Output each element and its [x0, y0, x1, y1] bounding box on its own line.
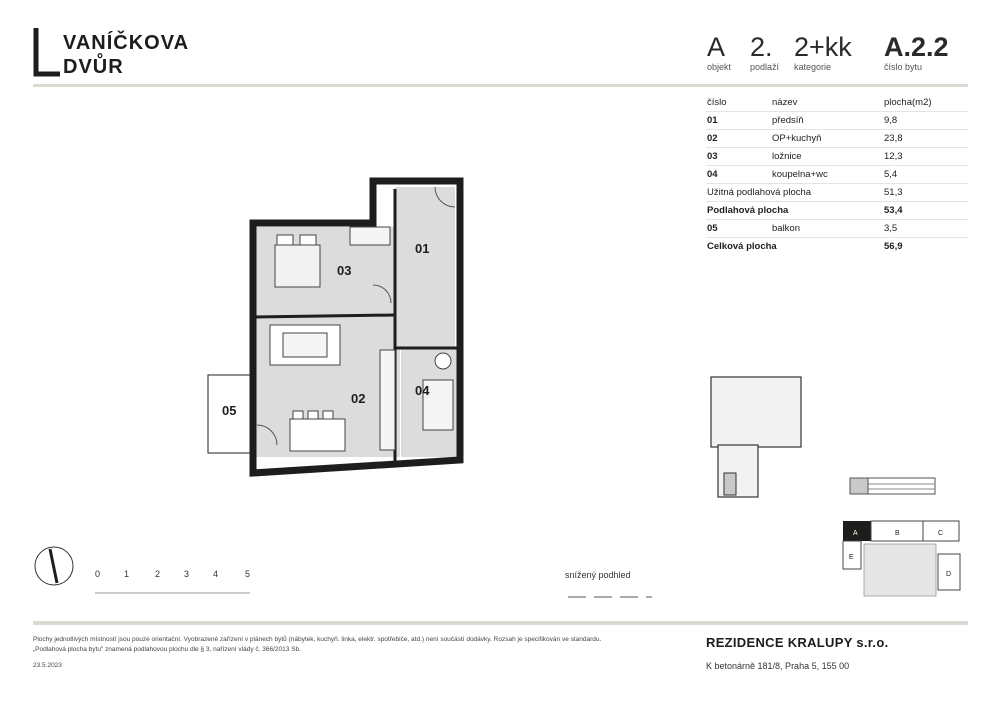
- row-plocha: 5,4: [884, 169, 898, 180]
- apartment-highlight: [724, 473, 736, 495]
- block-a-label: A: [853, 530, 858, 537]
- footer-note-line-2: „Podlahová plocha bytu" znamená podlahovou plochu dle § 3, nařízení vlády č. 366/2013 Sb.: [33, 646, 301, 653]
- header-plocha: plocha(m2): [884, 97, 932, 108]
- footer-note-line-1: Plochy jednotlivých místností jsou pouze orientační. Vyobrazené zařízení v plánech bytů (nábytek, kuchyň. linka, elektr. spotřebiče, atd.) není součástí dodávky. Rozsah je specifikován ve standardu.: [33, 636, 602, 643]
- table-row: [706, 148, 968, 166]
- courtyard: [864, 544, 936, 596]
- block-b-label: B: [895, 530, 900, 537]
- row-cislo: 04: [707, 169, 718, 180]
- row-plocha: 9,8: [884, 115, 898, 126]
- table-row-podlahova: [706, 202, 968, 220]
- table-row-celkova: [706, 238, 968, 255]
- header-cislo: číslo: [707, 97, 727, 108]
- company-address: K betonárně 181/8, Praha 5, 155 00: [706, 661, 850, 671]
- row-nazev: ložnice: [772, 151, 802, 162]
- legend-label: snížený podhled: [565, 570, 631, 580]
- north-arrow-icon: [33, 545, 77, 589]
- footer-divider: [33, 621, 968, 625]
- logo-line-1: VANÍČKOVA: [63, 32, 190, 54]
- brand-logo: [33, 25, 193, 77]
- balkon-nazev: balkon: [772, 223, 800, 234]
- header-divider: [33, 84, 968, 87]
- scale-mark: 5: [245, 569, 251, 579]
- row-nazev: koupelna+wc: [772, 169, 828, 180]
- objekt-label: objekt: [707, 62, 732, 72]
- room-03-label: 03: [337, 263, 352, 278]
- block-c-label: C: [938, 530, 944, 537]
- row-plocha: 12,3: [884, 151, 903, 162]
- building-key-plan: [706, 375, 806, 500]
- room-02-label: 02: [351, 391, 366, 406]
- scale-mark: 4: [213, 569, 219, 579]
- wardrobe: [350, 227, 390, 245]
- kategorie-label: kategorie: [794, 62, 832, 72]
- table-header-row: [706, 94, 968, 112]
- objekt-value: A: [707, 32, 726, 62]
- row-nazev: OP+kuchyň: [772, 133, 822, 144]
- footer-note: [33, 635, 623, 655]
- site-map-drawing: [842, 518, 968, 608]
- sofa-seat: [283, 333, 327, 357]
- byt-value: A.2.2: [884, 32, 949, 62]
- chair: [323, 411, 333, 419]
- byt-label: číslo bytu: [884, 62, 923, 72]
- balkon-cislo: 05: [707, 223, 718, 234]
- room-05-label: 05: [222, 403, 237, 418]
- row-cislo: 02: [707, 133, 718, 144]
- building-key-plan-drawing: [706, 375, 806, 500]
- company-name: REZIDENCE KRALUPY s.r.o.: [706, 635, 889, 650]
- block-d-label: D: [946, 571, 952, 578]
- row-nazev: předsíň: [772, 115, 804, 126]
- kategorie-value: 2+kk: [794, 32, 852, 62]
- kitchen-counter: [380, 350, 395, 450]
- logo-line-2: DVŮR: [63, 56, 124, 78]
- row-plocha: 23,8: [884, 133, 903, 144]
- floor-plan: [205, 175, 475, 485]
- footer-date: 23.5.2023: [33, 662, 62, 669]
- legend-dashed-line: [568, 585, 652, 587]
- row-cislo: 01: [707, 115, 718, 126]
- podlahova-value: 53,4: [884, 205, 903, 216]
- uzitna-value: 51,3: [884, 187, 903, 198]
- row-cislo: 03: [707, 151, 718, 162]
- table-row-balkon: [706, 220, 968, 238]
- site-map: [842, 518, 968, 608]
- dining-table: [290, 419, 345, 451]
- room-01-floor: [395, 187, 455, 347]
- pillow: [300, 235, 316, 245]
- podlazi-label: podlaží: [750, 62, 780, 72]
- scale-mark: 3: [184, 569, 190, 579]
- wall-03-02: [253, 315, 395, 317]
- scale-mark: 1: [124, 569, 130, 579]
- block-e-label: E: [849, 554, 854, 561]
- header-nazev: název: [772, 97, 798, 108]
- chair: [308, 411, 318, 419]
- logo-bracket-icon: [33, 25, 63, 77]
- scale-bar: [95, 582, 255, 586]
- room-04-label: 04: [415, 383, 430, 398]
- podlahova-label: Podlahová plocha: [707, 205, 789, 216]
- celkova-label: Celková plocha: [707, 241, 777, 252]
- pillow: [277, 235, 293, 245]
- scale-mark: 0: [95, 569, 101, 579]
- balkon-plocha: 3,5: [884, 223, 898, 234]
- bed: [275, 245, 320, 287]
- table-row: [706, 130, 968, 148]
- uzitna-label: Užitná podlahová plocha: [707, 187, 812, 198]
- table-row: [706, 166, 968, 184]
- floor-plan-drawing: [205, 175, 475, 485]
- table-row: [706, 112, 968, 130]
- room-table: [706, 94, 968, 255]
- section-sketch: [845, 470, 940, 498]
- scale-mark: 2: [155, 569, 161, 579]
- chair: [293, 411, 303, 419]
- toilet: [435, 353, 451, 369]
- table-row-uzitna: [706, 184, 968, 202]
- room-01-label: 01: [415, 241, 430, 256]
- podlazi-value: 2.: [750, 32, 773, 62]
- section-sketch-drawing: [845, 470, 940, 498]
- celkova-value: 56,9: [884, 241, 903, 252]
